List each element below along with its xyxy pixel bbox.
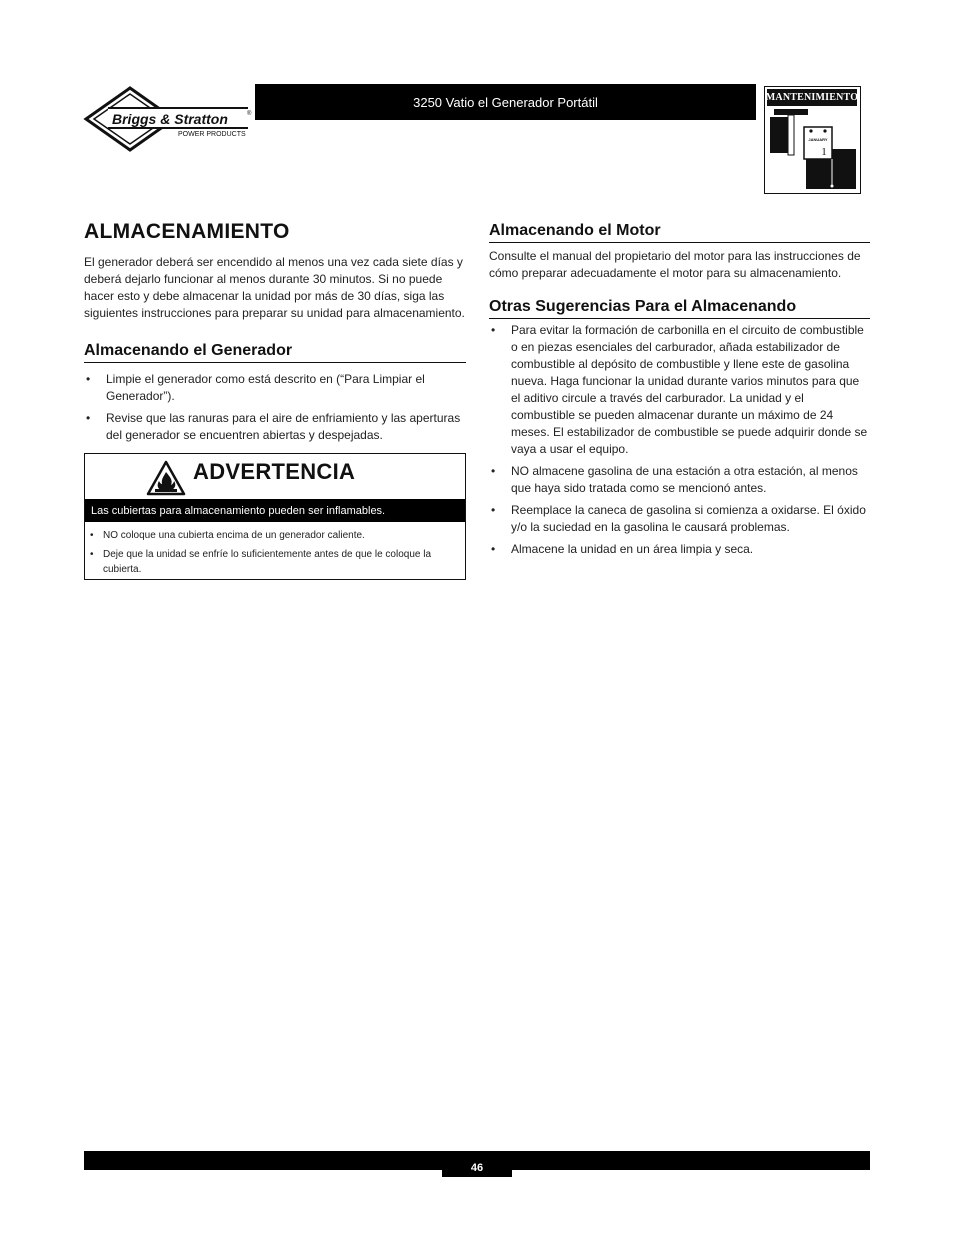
list-item: • Almacene la unidad en un área limpia y seca. — [489, 541, 870, 558]
list-item: • Deje que la unidad se enfríe lo suficientemente antes de que le coloque la cubierta. — [85, 547, 457, 577]
subsection-title-motor: Almacenando el Motor — [489, 222, 870, 243]
maintenance-badge-label: MANTENIMIENTO — [767, 89, 857, 106]
warning-title: ADVERTENCIA — [193, 459, 356, 484]
warning-banner-text: Las cubiertas para almacenamiento pueden ser inflamables. — [91, 504, 386, 517]
list-item: • Revise que las ranuras para el aire de enfriamiento y las aperturas del generador se encuentren abiertas y despejadas. — [84, 410, 466, 444]
calendar-day: 1 — [821, 146, 827, 158]
list-item: • NO coloque una cubierta encima de un generador caliente. — [85, 528, 457, 543]
storage-intro-paragraph: El generador deberá ser encendido al menos una vez cada siete días y deberá dejarlo funcionar al menos durante 30 minutos. Si no puede hacer esto y debe almacenar la unidad por más de 30 días, siga las siguientes instrucciones para preparar su unidad para almacenamiento. — [84, 255, 465, 320]
page-number: 46 — [470, 1162, 484, 1174]
warning-list — [85, 522, 465, 577]
fire-hazard-icon — [146, 460, 186, 496]
list-item: • Reemplace la caneca de gasolina si comienza a oxidarse. El óxido y/o la suciedad en la gasolina le causará problemas. — [489, 502, 870, 536]
section-title-storage: ALMACENAMIENTO — [84, 220, 290, 243]
calendar-month: JANUARY — [808, 137, 828, 142]
brand-logo — [82, 84, 254, 154]
generator-storage-list — [84, 371, 466, 444]
logo-sub-text: POWER PRODUCTS — [178, 131, 246, 138]
subsection-title-generator: Almacenando el Generador — [84, 342, 466, 363]
maintenance-badge — [764, 86, 861, 194]
right-column — [489, 222, 870, 563]
document-title-bar — [255, 84, 756, 120]
list-item: • Limpie el generador como está descrito en (“Para Limpiar el Generador”). — [84, 371, 466, 405]
calendar-icon — [770, 109, 856, 191]
list-item: • NO almacene gasolina de una estación a otra estación, al menos que haya sido tratada como se mencionó antes. — [489, 463, 870, 497]
other-tips-list — [489, 322, 870, 558]
motor-storage-paragraph: Consulte el manual del propietario del motor para las instrucciones de cómo preparar adecuadamente el motor para su almacenamiento. — [489, 249, 861, 280]
list-item: • Para evitar la formación de carbonilla en el circuito de combustible o en piezas esenciales del carburador, añada estabilizador de combustible al depósito de combustible y llene este de gasolina nueva. Haga funcionar la unidad durante varios minutos para que el aditivo circule a través del carburador. La unidad y el combustible se pueden almacenar durante un máximo de 24 meses. El estabilizador de combustible se puede adquirir donde se vaya a usar el equipo. — [489, 322, 870, 458]
page-number-tab — [442, 1151, 512, 1177]
logo-brand-text: Briggs & Stratton — [112, 111, 228, 127]
warning-header — [85, 454, 465, 499]
logo-registered-mark: ® — [247, 111, 252, 117]
warning-banner — [85, 499, 465, 522]
subsection-title-other-tips: Otras Sugerencias Para el Almacenando — [489, 298, 870, 319]
left-column — [84, 220, 466, 449]
document-title: 3250 Vatio el Generador Portátil — [413, 94, 598, 110]
warning-box — [84, 453, 466, 580]
